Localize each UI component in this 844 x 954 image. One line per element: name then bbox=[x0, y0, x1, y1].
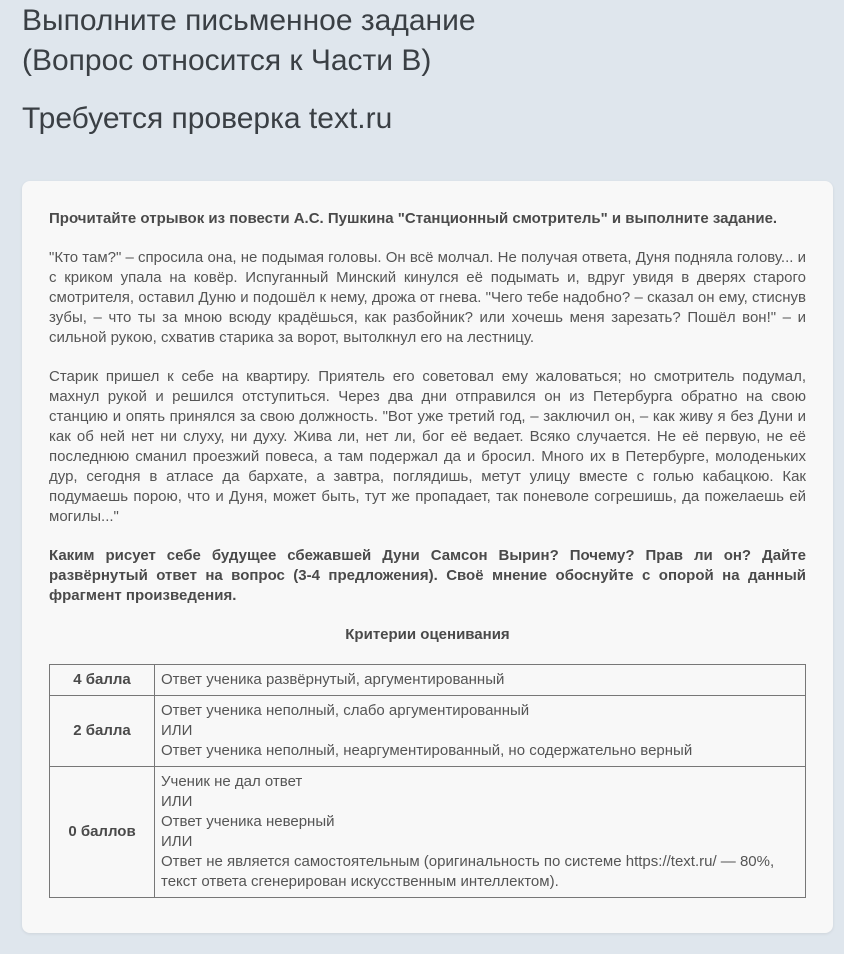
page-header bbox=[22, 0, 822, 139]
criteria-description bbox=[155, 665, 806, 696]
criteria-description bbox=[155, 767, 806, 898]
criteria-title: Критерии оценивания bbox=[345, 626, 510, 643]
task-question: Каким рисует себе будущее сбежавшей Дуни Самсон Вырин? Почему? Прав ли он? Дайте развёрнутый ответ на вопрос (3-4 предложения). Своё мнение обоснуйте с опорой на данный фрагмент произведения. bbox=[49, 547, 806, 604]
page-title-line-2: (Вопрос относится к Части В) bbox=[22, 44, 432, 77]
table-row bbox=[50, 696, 806, 767]
table-row bbox=[50, 665, 806, 696]
excerpt-paragraph-1: "Кто там?" – спросила она, не подымая головы. Он всё молчал. Не получая ответа, Дуня подняла голову... и с криком упала на ковёр. Испуганный Минский кинулся её подымать и, вдруг увидя в дверях старого смотрителя, оставил Дуню и подошёл к нему, дрожа от гнева. "Чего тебе надобно? – сказал он ему, стиснув зубы, – что ты за мною всюду крадёшься, как разбойник? или хочешь меня зарезать? Пошёл вон!" – и сильной рукою, схватив старика за ворот, вытолкнул его на лестницу. bbox=[49, 249, 806, 346]
page-subtitle: Требуется проверка text.ru bbox=[22, 102, 393, 135]
criteria-description bbox=[155, 696, 806, 767]
criteria-line: ИЛИ bbox=[161, 833, 193, 850]
table-row bbox=[50, 767, 806, 898]
criteria-line: ИЛИ bbox=[161, 793, 193, 810]
criteria-line: Ответ ученика развёрнутый, аргументированный bbox=[161, 671, 505, 688]
task-intro: Прочитайте отрывок из повести А.С. Пушкина "Станционный смотритель" и выполните задание. bbox=[49, 210, 778, 227]
page-title bbox=[22, 0, 822, 81]
criteria-table bbox=[49, 664, 806, 898]
task-card bbox=[22, 181, 833, 933]
criteria-line: ИЛИ bbox=[161, 722, 193, 739]
criteria-score: 0 баллов bbox=[50, 767, 155, 898]
excerpt-paragraph-2: Старик пришел к себе на квартиру. Приятель его советовал ему жаловаться; но смотритель подумал, махнул рукой и решился отступиться. Через два дни отправился он из Петербурга обратно на свою станцию и опять принялся за свою должность. "Вот уже третий год, – заключил он, – как живу я без Дуни и как об ней нет ни слуху, ни духу. Жива ли, нет ли, бог её ведает. Всяко случается. Не её первую, не её последнюю сманил проезжий повеса, а там подержал да и бросил. Много их в Петербурге, молоденьких дур, сегодня в атласе да бархате, а завтра, поглядишь, метут улицу вместе с голью кабацкою. Как подумаешь порою, что и Дуня, может быть, тут же пропадает, так поневоле согрешишь, да пожелаешь ей могилы..." bbox=[49, 368, 806, 525]
criteria-line: Ответ ученика неполный, слабо аргументированный bbox=[161, 702, 530, 719]
criteria-line: Ответ ученика неверный bbox=[161, 813, 335, 830]
criteria-score: 2 балла bbox=[50, 696, 155, 767]
criteria-line: Ученик не дал ответ bbox=[161, 773, 303, 790]
page-title-line-1: Выполните письменное задание bbox=[22, 4, 476, 37]
task-content bbox=[49, 209, 806, 898]
criteria-score: 4 балла bbox=[50, 665, 155, 696]
criteria-line: Ответ не является самостоятельным (оригинальность по системе https://text.ru/ — 80%, текст ответа сгенерирован искусственным интеллектом). bbox=[161, 853, 775, 890]
criteria-line: Ответ ученика неполный, неаргументированный, но содержательно верный bbox=[161, 742, 693, 759]
